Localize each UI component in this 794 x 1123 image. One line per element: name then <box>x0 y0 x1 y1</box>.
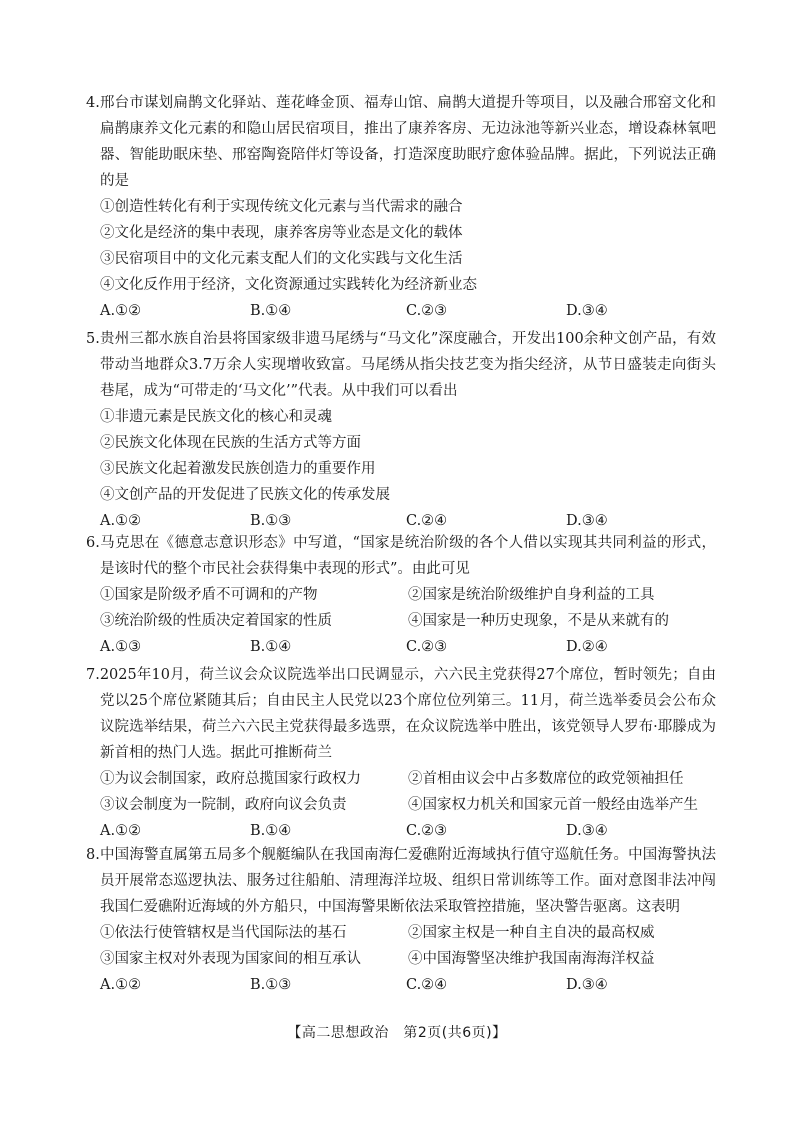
choice-b: B.①③ <box>250 977 292 993</box>
choice-b: B.①④ <box>250 823 292 839</box>
statement-option: ①创造性转化有利于实现传统文化元素与当代需求的融合 <box>100 199 463 215</box>
choice-b: B.①④ <box>250 303 292 319</box>
choice-d: D.③④ <box>566 823 608 839</box>
choice-b: B.①④ <box>250 639 292 655</box>
statement-option: ③国家主权对外表现为国家间的相互承认 <box>100 951 361 967</box>
choice-c: C.②③ <box>406 303 448 319</box>
statement-option: ④文创产品的开发促进了民族文化的传承发展 <box>100 487 390 503</box>
statement-option: ①国家是阶级矛盾不可调和的产物 <box>100 587 318 603</box>
choice-d: D.②④ <box>566 639 608 655</box>
statement-option: ①依法行使管辖权是当代国际法的基石 <box>100 925 347 941</box>
question-stem: 6.马克思在《德意志意识形态》中写道，“国家是统治阶级的各个人借以实现其共同利益的形式，是该时代的整个市民社会获得集中表现的形式”。由此可见 <box>86 535 716 577</box>
answer-choices <box>86 972 716 998</box>
statement-row <box>86 582 716 608</box>
statement-option: ②文化是经济的集中表现，康养客房等业态是文化的载体 <box>100 225 463 241</box>
statement-row <box>86 920 716 946</box>
choice-c: C.②④ <box>406 977 448 993</box>
statement-option: ③议会制度为一院制，政府向议会负责 <box>100 797 347 813</box>
question-stem: 7.2025年10月，荷兰议会众议院选举出口民调显示，六六民主党获得27个席位，暂时领先；自由党以25个席位紧随其后；自由民主人民党以23个席位位列第三。11月，荷兰选举委员会公布众议院选举结果，荷兰六六民主党获得最多选票，在众议院选举中胜出，该党领导人罗布·耶滕成为新首相的热门人选。据此可推断荷兰 <box>86 667 716 761</box>
statement-option: ②国家是统治阶级维护自身利益的工具 <box>408 587 655 603</box>
question-stem: 5.贵州三都水族自治县将国家级非遗马尾绣与“马文化”深度融合，开发出100余种文创产品，有效带动当地群众3.7万余人实现增收致富。马尾绣从指尖技艺变为指尖经济，从节日盛装走向街头巷尾，成为“可带走的‘马文化’”代表。从中我们可以看出 <box>86 331 716 399</box>
choice-d: D.③④ <box>566 303 608 319</box>
choice-a: A.①② <box>100 977 142 993</box>
choice-d: D.③④ <box>566 977 608 993</box>
statement-row <box>86 946 716 972</box>
choice-b: B.①③ <box>250 513 292 529</box>
choice-a: A.①② <box>100 303 142 319</box>
statement-option: ④国家是一种历史现象，不是从来就有的 <box>408 613 669 629</box>
choice-d: D.③④ <box>566 513 608 529</box>
statement-row <box>86 608 716 634</box>
statement-option: ④文化反作用于经济，文化资源通过实践转化为经济新业态 <box>100 277 477 293</box>
statement-option: ③民族文化起着激发民族创造力的重要作用 <box>100 461 376 477</box>
choice-a: A.①③ <box>100 639 142 655</box>
statement-option: ②民族文化体现在民族的生活方式等方面 <box>100 435 361 451</box>
statement-row <box>86 792 716 818</box>
question-stem: 8.中国海警直属第五局多个舰艇编队在我国南海仁爱礁附近海域执行值守巡航任务。中国海警执法员开展常态巡逻执法、服务过往船舶、清理海洋垃圾、组织日常训练等工作。面对意图非法冲闯我国仁爱礁附近海域的外方船只，中国海警果断依法采取管控措施，坚决警告驱离。这表明 <box>86 847 716 915</box>
question-7 <box>86 662 716 844</box>
statement-row <box>86 766 716 792</box>
choice-c: C.②③ <box>406 639 448 655</box>
answer-choices <box>86 634 716 660</box>
answer-choices <box>86 818 716 844</box>
page-footer: 【高二思想政治 第2页(共6页)】 <box>287 1025 507 1041</box>
answer-choices <box>86 298 716 324</box>
choice-a: A.①② <box>100 823 142 839</box>
statement-option: ①为议会制国家，政府总揽国家行政权力 <box>100 771 361 787</box>
question-6 <box>86 530 716 660</box>
statement-option: ①非遗元素是民族文化的核心和灵魂 <box>100 409 332 425</box>
statement-option: ③民宿项目中的文化元素支配人们的文化实践与文化生活 <box>100 251 463 267</box>
statement-option: ④中国海警坚决维护我国南海海洋权益 <box>408 951 655 967</box>
question-5 <box>86 326 716 534</box>
statement-option: ②国家主权是一种自主自决的最高权威 <box>408 925 655 941</box>
statement-option: ④国家权力机关和国家元首一般经由选举产生 <box>408 797 698 813</box>
choice-c: C.②④ <box>406 513 448 529</box>
choice-c: C.②③ <box>406 823 448 839</box>
question-8 <box>86 842 716 998</box>
statement-option: ③统治阶级的性质决定着国家的性质 <box>100 613 332 629</box>
question-stem: 4.邢台市谋划扁鹊文化驿站、莲花峰金顶、福寿山馆、扁鹊大道提升等项目，以及融合邢窑文化和扁鹊康养文化元素的和隐山居民宿项目，推出了康养客房、无边泳池等新兴业态，增设森林氧吧器、智能助眠床垫、邢窑陶瓷陪伴灯等设备，打造深度助眠疗愈体验品牌。据此，下列说法正确的是 <box>86 95 716 189</box>
statement-option: ②首相由议会中占多数席位的政党领袖担任 <box>408 771 684 787</box>
question-4 <box>86 90 716 324</box>
choice-a: A.①② <box>100 513 142 529</box>
